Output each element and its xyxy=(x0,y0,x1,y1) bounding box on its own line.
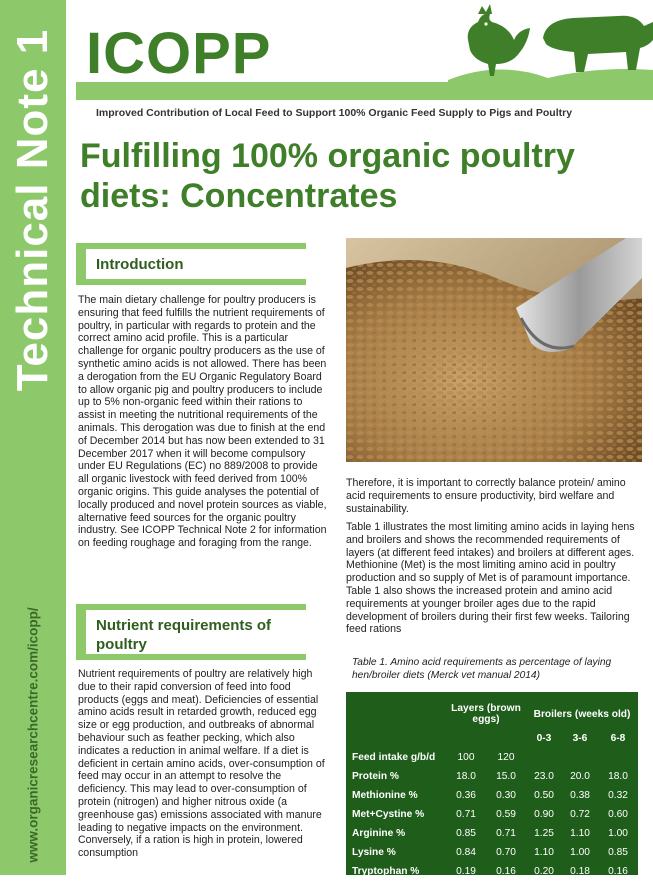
table-cell: 1.10 xyxy=(534,847,554,858)
table-cell: 0.84 xyxy=(456,847,476,858)
row-label: Tryptophan % xyxy=(352,866,420,877)
nutrient-heading: Nutrient requirements of poultry xyxy=(96,617,272,653)
sidebar-band xyxy=(0,0,66,875)
row-label: Protein % xyxy=(352,771,399,782)
table-cell: 0.90 xyxy=(534,809,554,820)
row-label: Methionine % xyxy=(352,790,418,801)
age-col-header: 6-8 xyxy=(610,732,626,744)
page-title: Fulfilling 100% organic poultry diets: Concentrates xyxy=(80,137,575,215)
table-cell: 120 xyxy=(497,752,515,763)
table-cell: 18.0 xyxy=(608,771,628,782)
table-cell: 0.16 xyxy=(496,866,516,877)
table-row xyxy=(346,786,638,805)
table-cell: 0.72 xyxy=(570,809,590,820)
nutrient-heading-box xyxy=(76,604,306,660)
grain-sack-photo xyxy=(346,238,642,462)
table-cell: 100 xyxy=(457,752,475,763)
introduction-heading-box xyxy=(76,243,306,285)
technical-note-title: Technical Note 1 xyxy=(8,28,57,392)
broilers-header: Broilers (weeks old) xyxy=(533,708,631,720)
table-row xyxy=(346,805,638,824)
table-cell: 0.16 xyxy=(608,866,628,877)
table-cell: 0.38 xyxy=(570,790,590,801)
row-label: Lysine % xyxy=(352,847,396,858)
table-cell xyxy=(562,748,598,767)
right-paragraph-1: Therefore, it is important to correctly balance protein/ amino acid requirements to ensure productivity, bird welfare and sustainability. xyxy=(346,477,626,515)
table-cell: 1.25 xyxy=(534,828,554,839)
table-cell: 0.20 xyxy=(534,866,554,877)
table-cell: 18.0 xyxy=(456,771,476,782)
table-cell: 1.00 xyxy=(570,847,590,858)
pig-and-chicken-logo xyxy=(448,0,653,95)
nutrient-paragraph: Nutrient requirements of poultry are relatively high due to their rapid conversion of feed into food products (eggs and meat). Deficiencies of essential amino acids result in retarded growth, reduced egg size or egg production, and outbreaks of abnormal behaviour such as feather pecking, which also indicates a reduction in animal welfare. If a diet is deficient in certain amino acids, over-consumption of feed may occur in an attempt to resolve the deficiency. This may lead to over-consumption of protein (nitrogen) and higher nitrous oxide (a greenhouse gas) emissions associated with manure leading to negative impacts on the environment. Conversely, if a ration is high in protein, lowered consumption xyxy=(78,668,325,860)
table-row xyxy=(346,843,638,862)
table-row xyxy=(346,767,638,786)
row-label: Arginine % xyxy=(352,828,406,839)
table-cell: 0.71 xyxy=(496,828,516,839)
project-subtitle: Improved Contribution of Local Feed to Support 100% Organic Feed Supply to Pigs and Poultry xyxy=(96,107,573,119)
table-cell: 15.0 xyxy=(496,771,516,782)
age-col-header: 3-6 xyxy=(572,732,588,744)
table-cell: 0.32 xyxy=(608,790,628,801)
table-cell xyxy=(598,748,638,767)
row-label: Met+Cystine % xyxy=(352,809,425,820)
table-cell: 0.71 xyxy=(456,809,476,820)
introduction-paragraph: The main dietary challenge for poultry producers is ensuring that feed fulfills the nutrient requirements of poultry, in particular with regards to protein and the correct amino acid profile. This is a particular challenge for organic poultry producers as the use of synthetic amino acids is not allowed. There has been a derogation from the EU Organic Regulatory Board to allow organic pig and poultry producers to include up to 5% non-organic feed within their rations to assist in meeting the nutritional requirements of the animals. This derogation was due to finish at the end of December 2014 but has now been extended to 31 December 2017 when it will become compulsory under EU Regulations (EC) no 889/2008 to provide all organic livestock with feed derived from 100% organic origins. This guide analyses the potential of locally produced and novel protein sources as viable, alternative feed sources for the organic poultry industry. See ICOPP Technical Note 2 for information on feeding roughage and foraging from the range. xyxy=(78,294,327,550)
table-cell: 0.85 xyxy=(608,847,628,858)
introduction-heading: Introduction xyxy=(96,256,184,273)
table-cell: 0.85 xyxy=(456,828,476,839)
row-label: Feed intake g/b/d xyxy=(352,752,436,763)
table-cell: 0.70 xyxy=(496,847,516,858)
amino-acid-table xyxy=(346,692,638,875)
right-paragraph-2: Table 1 illustrates the most limiting amino acids in laying hens and broilers and shows the recommended requirements of layers (at different feed intakes) and broilers at different ages. Methionine (Met) is the most limiting amino acid in poultry production and so supply of Met is of paramount importance. Table 1 also shows the increased protein and amino acid requirements at younger broiler ages due to the rapid development of broilers during their first few weeks. Tailoring feed rations xyxy=(346,521,635,636)
table-cell: 0.60 xyxy=(608,809,628,820)
table-cell: 0.50 xyxy=(534,790,554,801)
table-row xyxy=(346,824,638,843)
table-caption: Table 1. Amino acid requirements as percentage of laying hen/broiler diets (Merck vet manual 2014) xyxy=(352,657,612,681)
table-cell: 1.00 xyxy=(608,828,628,839)
table-cell: 23.0 xyxy=(534,771,554,782)
table-cell: 0.36 xyxy=(456,790,476,801)
table-cell xyxy=(526,748,562,767)
table-cell: 0.19 xyxy=(456,866,476,877)
icopp-logo: ICOPP xyxy=(86,21,272,86)
layers-header: Layers (brown eggs) xyxy=(451,703,521,725)
table-cell: 1.10 xyxy=(570,828,590,839)
table-cell: 20.0 xyxy=(570,771,590,782)
table-cell: 0.59 xyxy=(496,809,516,820)
table-cell: 0.30 xyxy=(496,790,516,801)
website-url[interactable]: www.organicresearchcentre.com/icopp/ xyxy=(25,607,41,863)
age-col-header: 0-3 xyxy=(536,732,552,744)
table-row xyxy=(346,748,638,767)
table-cell: 0.18 xyxy=(570,866,590,877)
table-row xyxy=(346,862,638,881)
